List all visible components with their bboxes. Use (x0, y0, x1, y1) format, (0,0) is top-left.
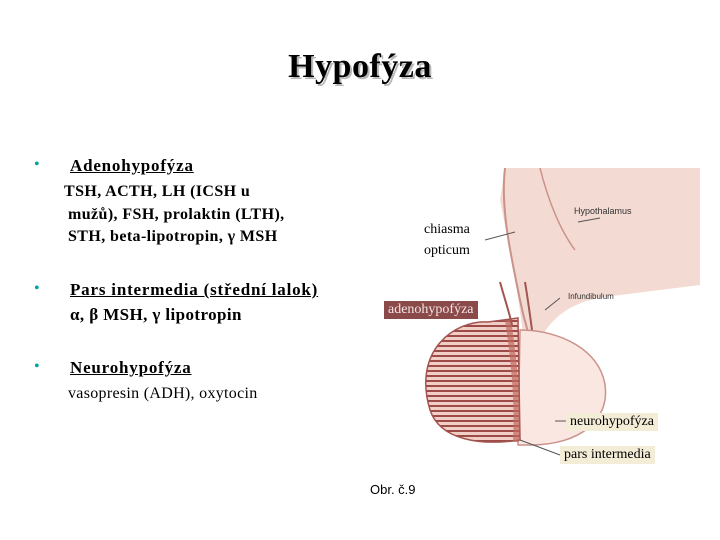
hypothalamus-label: Hypothalamus (574, 206, 632, 216)
chiasma-label-line2: opticum (424, 243, 470, 258)
pars-intermedia-label: pars intermedia (560, 446, 655, 464)
bullet-line: vasopresin (ADH), oxytocin (68, 385, 258, 402)
bullet-line: STH, beta-lipotropin, γ MSH (68, 228, 278, 245)
bullet-line: TSH, ACTH, LH (ICSH u (64, 183, 251, 200)
bullet-heading: Neurohypofýza (70, 358, 192, 377)
bullet-marker: • (34, 156, 40, 173)
figure-caption: Obr. č.9 (370, 482, 416, 497)
adenohypofyza-label: adenohypofýza (384, 301, 478, 319)
bullet-line: α, β MSH, γ lipotropin (70, 305, 242, 324)
bullet-heading: Pars intermedia (střední lalok) (70, 280, 319, 299)
infundibulum-label: Infundibulum (568, 292, 614, 301)
adenohypophysis-shape (426, 318, 520, 442)
neurohypofyza-label: neurohypofýza (566, 413, 658, 431)
bullet-marker: • (34, 358, 40, 375)
bullet-marker: • (34, 280, 40, 297)
bullet-heading: Adenohypofýza (70, 156, 194, 175)
chiasma-label-line1: chiasma (424, 222, 470, 237)
bullet-line: mužů), FSH, prolaktin (LTH), (68, 206, 285, 223)
slide-title: Hypofýza (288, 48, 432, 85)
